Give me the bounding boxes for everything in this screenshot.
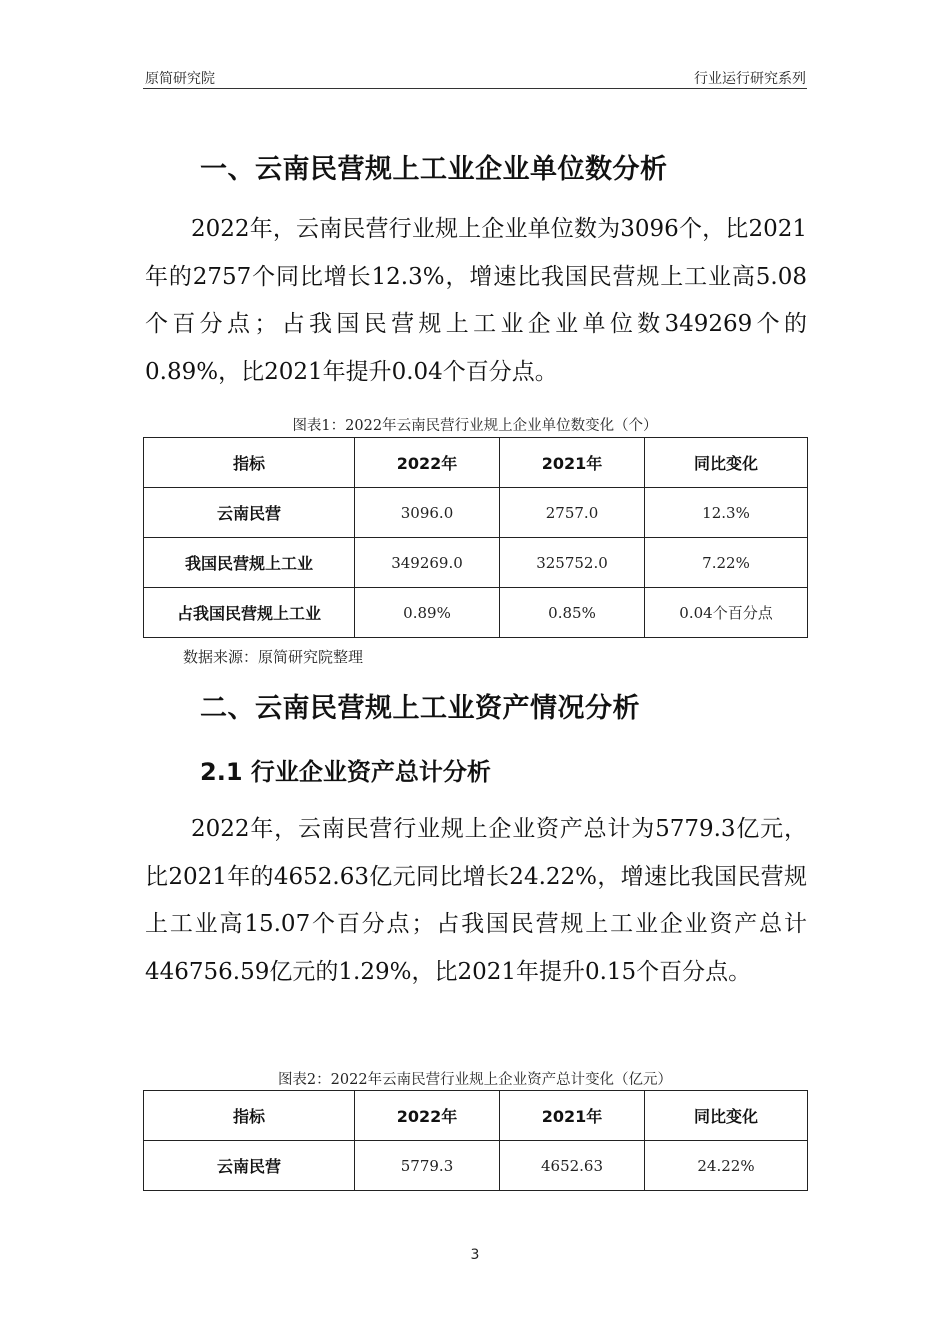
table2-caption: 图表2：2022年云南民营行业规上企业资产总计变化（亿元）: [277, 1072, 673, 1088]
table-row: [144, 488, 808, 538]
table1-header-cell: 同比变化: [645, 438, 808, 488]
table-row: [144, 538, 808, 588]
header-organization: 原简研究院: [145, 71, 215, 87]
table2-header-cell: 2022年: [355, 1091, 500, 1141]
table1-cell: 349269.0: [355, 538, 500, 588]
table2-header-cell: 同比变化: [645, 1091, 808, 1141]
table2-header-cell: 指标: [144, 1091, 355, 1141]
section1-heading: 一、云南民营规上工业企业单位数分析: [200, 154, 668, 185]
table-row: [144, 1141, 808, 1191]
table2-cell: 24.22%: [645, 1141, 808, 1191]
table1-cell: 325752.0: [500, 538, 645, 588]
section2-paragraph: 2022年，云南民营行业规上企业资产总计为5779.3亿元，比2021年的4652.63亿元同比增长24.22%，增速比我国民营规上工业高15.07个百分点；占我国民营规上工业企业资产总计446756.59亿元的1.29%，比2021年提升0.15个百分点。: [145, 816, 807, 985]
table2-header-row: [144, 1091, 808, 1141]
table1-header-cell: 2022年: [355, 438, 500, 488]
table2-row-label: 云南民营: [144, 1141, 355, 1191]
table2: [143, 1090, 808, 1191]
table2-header-cell: 2021年: [500, 1091, 645, 1141]
table1: [143, 437, 808, 638]
table2-cell: 5779.3: [355, 1141, 500, 1191]
header-series-title: 行业运行研究系列: [694, 71, 806, 87]
section1-paragraph: 2022年，云南民营行业规上企业单位数为3096个，比2021年的2757个同比增长12.3%，增速比我国民营规上工业高5.08个百分点；占我国民营规上工业企业单位数349269个的0.89%，比2021年提升0.04个百分点。: [145, 216, 807, 385]
table1-header-row: [144, 438, 808, 488]
table1-cell: 12.3%: [645, 488, 808, 538]
table1-header-cell: 2021年: [500, 438, 645, 488]
section2-subheading: 2.1 行业企业资产总计分析: [200, 758, 491, 786]
table1-caption: 图表1：2022年云南民营行业规上企业单位数变化（个）: [292, 418, 658, 434]
table1-source-note: 数据来源：原简研究院整理: [183, 648, 364, 666]
table1-cell: 7.22%: [645, 538, 808, 588]
table1-row-label: 占我国民营规上工业: [144, 588, 355, 638]
table1-cell: 0.89%: [355, 588, 500, 638]
header-divider: [143, 88, 807, 89]
table2-cell: 4652.63: [500, 1141, 645, 1191]
section2-heading: 二、云南民营规上工业资产情况分析: [200, 693, 640, 724]
table1-cell: 0.04个百分点: [645, 588, 808, 638]
table1-cell: 2757.0: [500, 488, 645, 538]
page-number: 3: [470, 1247, 480, 1263]
table1-cell: 0.85%: [500, 588, 645, 638]
table1-row-label: 云南民营: [144, 488, 355, 538]
table1-cell: 3096.0: [355, 488, 500, 538]
table1-header-cell: 指标: [144, 438, 355, 488]
table1-row-label: 我国民营规上工业: [144, 538, 355, 588]
table-row: [144, 588, 808, 638]
